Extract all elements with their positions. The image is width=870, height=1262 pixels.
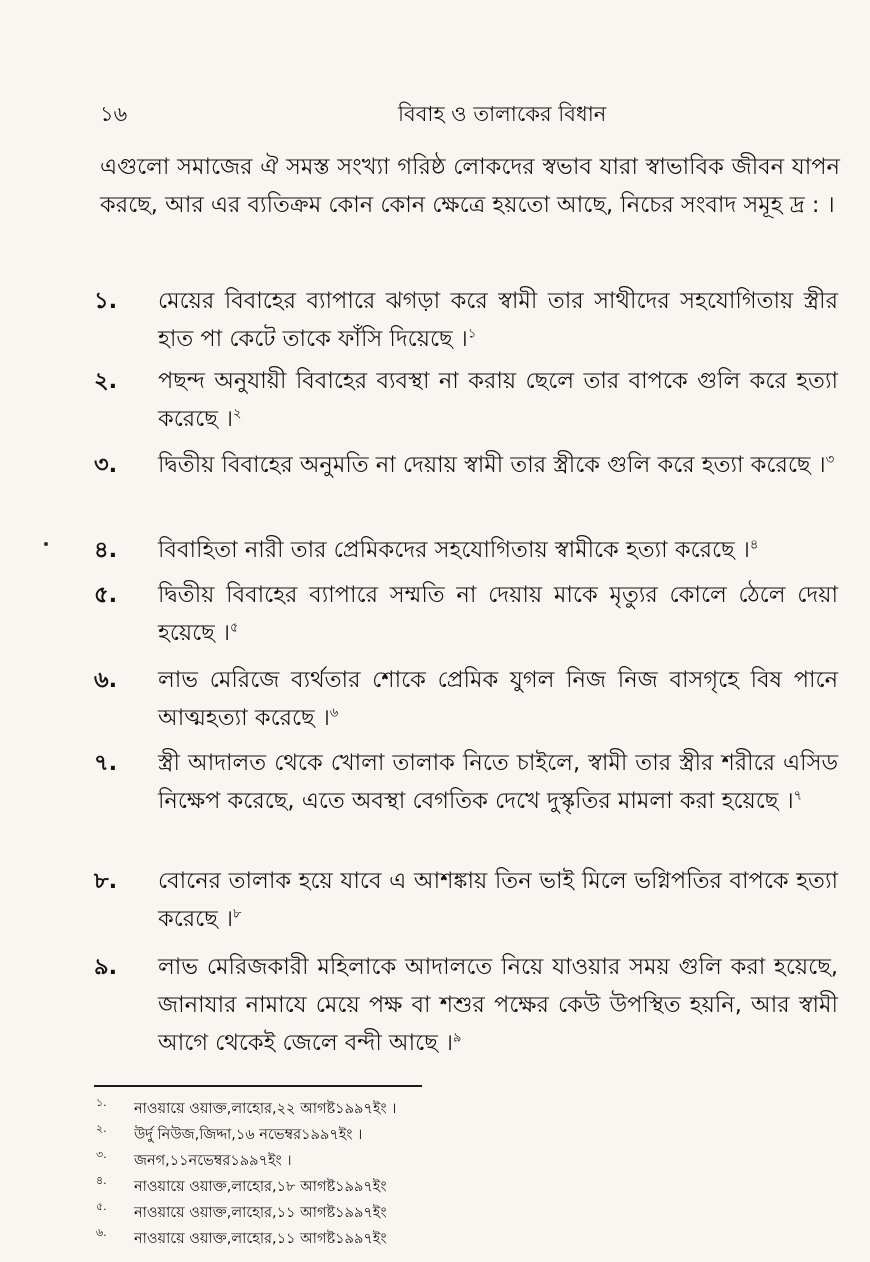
- footnote-ref: ৪: [749, 537, 759, 553]
- footnote-ref: ২: [233, 406, 242, 422]
- item-text: দ্বিতীয় বিবাহের অনুমতি না দেয়ায় স্বামী তার স্ত্রীকে গুলি করে হত্যা করেছে ।$^৩$: [158, 452, 835, 478]
- footnote: [96, 1098, 696, 1124]
- item-text: দ্বিতীয় বিবাহের ব্যাপারে সম্মতি না দেয়ায় মাকে মৃত্যুর কোলে ঠেলে দেয়া হয়েছে ।$^৫$: [158, 582, 838, 646]
- footnote: [96, 1124, 696, 1150]
- footnote-mark: ৬.: [96, 1226, 107, 1239]
- item-text: পছন্দ অনুযায়ী বিবাহের ব্যবস্থা না করায় ছেলে তার বাপকে গুলি করে হত্যা করেছে ।$^২$: [158, 368, 838, 432]
- footnote-ref: ৮: [233, 906, 242, 922]
- item-text: বোনের তালাক হয়ে যাবে এ আশঙ্কায় তিন ভাই মিলে ভগ্নিপতির বাপকে হত্যা করেছে ।$^৮$: [158, 868, 838, 932]
- item-number: ১.: [94, 288, 118, 314]
- footnote: [96, 1150, 696, 1176]
- footnotes: [96, 1098, 696, 1254]
- footnote-mark: ৫.: [96, 1200, 107, 1213]
- footnote-mark: ২.: [96, 1122, 107, 1135]
- footnote: [96, 1202, 696, 1228]
- footnote-ref: ৩: [825, 452, 835, 468]
- footnote-text: জনগ,১১নভেম্বর১৯৯৭ইং ।: [134, 1153, 292, 1169]
- footnote-mark: ৪.: [96, 1174, 107, 1187]
- item-text: মেয়ের বিবাহের ব্যাপারে ঝগড়া করে স্বামী তার সাথীদের সহযোগিতায় স্ত্রীর হাত পা কেটে তাকে ফাঁসি দিয়েছে ।$^১$: [158, 288, 838, 352]
- footnote-mark: ৩.: [96, 1148, 107, 1161]
- footnote: [96, 1176, 696, 1202]
- footnote-ref: ৭: [793, 788, 803, 804]
- footnote-ref: ৫: [230, 620, 239, 636]
- item-number: ৫.: [94, 582, 118, 608]
- item-number: ২.: [94, 368, 118, 394]
- footnote-text: নাওয়ায়ে ওয়াক্ত,লাহোর,১১ আগষ্ট১৯৯৭ইং: [134, 1231, 387, 1247]
- footnote: [96, 1228, 696, 1254]
- item-text: লাভ মেরিজকারী মহিলাকে আদালতে নিয়ে যাওয়ার সময় গুলি করা হয়েছে, জানাযার নামাযে মেয়ে পক্ষ বা শশুর পক্ষের কেউ উপস্থিত হয়নি, আর স্বামী আগে থেকেই জেলে বন্দী আছে ।$^৯$: [158, 954, 838, 1056]
- footnote-ref: ১: [467, 326, 477, 342]
- footnote-text: নাওয়ায়ে ওয়াক্ত,লাহোর,১৮ আগষ্ট১৯৯৭ইং: [134, 1179, 387, 1195]
- item-number: ৭.: [94, 750, 118, 776]
- footnote-text: নাওয়ায়ে ওয়াক্ত,লাহোর,১১ আগষ্ট১৯৯৭ইং: [134, 1205, 387, 1221]
- footnote-text: নাওয়ায়ে ওয়াক্ত,লাহোর,২২ আগষ্ট১৯৯৭ইং ।: [134, 1101, 397, 1117]
- item-number: ৮.: [94, 868, 118, 894]
- intro-paragraph: এগুলো সমাজের ঐ সমস্ত সংখ্যা গরিষ্ঠ লোকদের স্বভাব যারা স্বাভাবিক জীবন যাপন করছে, আর এর ব্যতিক্রম কোন কোন ক্ষেত্রে হয়তো আছে, নিচের সংবাদ সমূহ দ্র : ।: [100, 154, 840, 218]
- footnote-mark: ১.: [96, 1096, 107, 1109]
- page-number: ১৬: [100, 102, 128, 126]
- item-text: স্ত্রী আদালত থেকে খোলা তালাক নিতে চাইলে, স্বামী তার স্ত্রীর শরীরে এসিড নিক্ষেপ করেছে, এতে অবস্থা বেগতিক দেখে দুস্কৃতির মামলা করা হয়েছে ।$^৭$: [158, 750, 838, 814]
- page-header: [100, 98, 800, 132]
- item-text: লাভ মেরিজে ব্যর্থতার শোকে প্রেমিক যুগল নিজ নিজ বাসগৃহে বিষ পানে আত্মহত্যা করেছে ।$^৬$: [158, 667, 838, 731]
- item-number: ৬.: [94, 667, 118, 693]
- stray-dot: [44, 542, 48, 546]
- footnote-ref: ৯: [453, 1030, 462, 1046]
- footnote-ref: ৬: [329, 705, 339, 721]
- item-number: ৯.: [94, 954, 118, 980]
- footnote-text: উর্দু নিউজ,জিদ্দা,১৬ নভেম্বর১৯৯৭ইং ।: [134, 1127, 363, 1143]
- item-number: ৪.: [94, 537, 118, 563]
- footnote-divider: [94, 1085, 422, 1087]
- running-title: বিবাহ ও তালাকের বিধান: [398, 102, 607, 126]
- item-text: বিবাহিতা নারী তার প্রেমিকদের সহযোগিতায় স্বামীকে হত্যা করেছে ।$^৪$: [158, 537, 759, 563]
- item-number: ৩.: [94, 452, 118, 478]
